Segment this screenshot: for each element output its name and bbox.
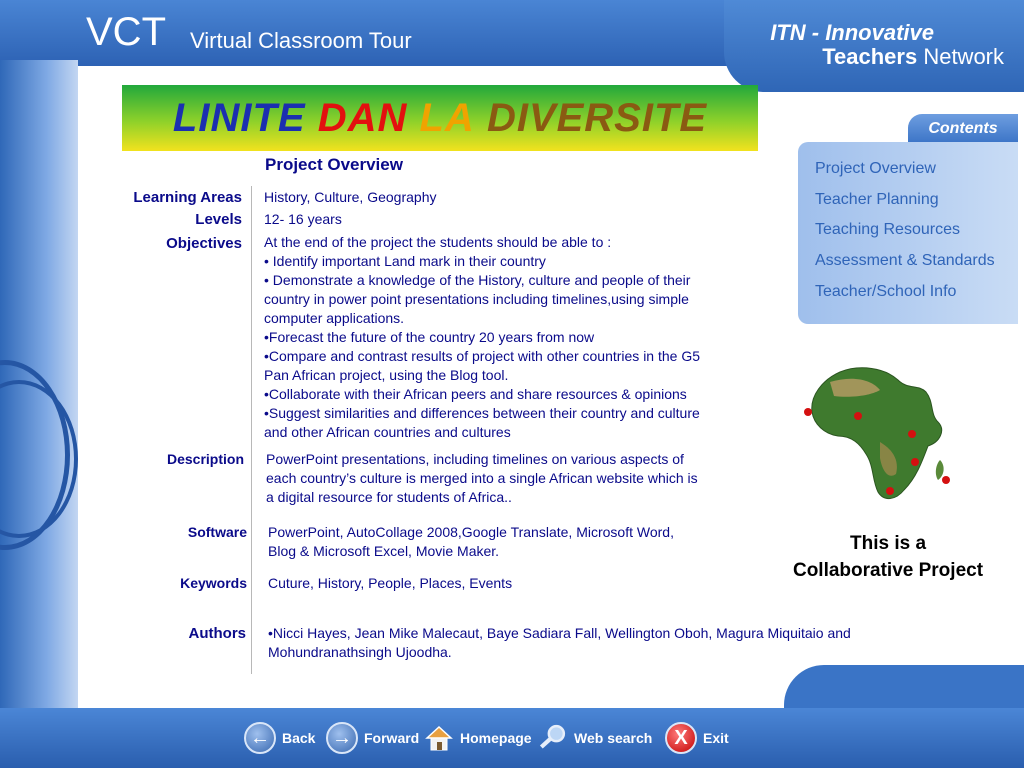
title-word-3: LA — [419, 95, 475, 140]
network-name-bold: Teachers — [822, 44, 918, 69]
africa-map-image — [800, 362, 960, 507]
value-levels: 12- 16 years — [264, 211, 342, 227]
value-authors — [268, 624, 968, 662]
home-icon — [424, 723, 454, 753]
value-software — [268, 523, 768, 561]
label-software: Software — [187, 524, 247, 540]
exit-button[interactable] — [665, 720, 729, 756]
project-title-banner — [122, 85, 758, 151]
objectives-line: •Suggest similarities and differences between their country and culture — [264, 405, 700, 421]
authors-line: •Nicci Hayes, Jean Mike Malecaut, Baye Sadiara Fall, Wellington Oboh, Magura Miquitaio and — [268, 625, 851, 641]
app-brand: VCT — [86, 10, 166, 54]
value-keywords: Cuture, History, People, Places, Events — [268, 575, 513, 591]
network-name-rest: Network — [917, 44, 1004, 69]
objectives-line: • Demonstrate a knowledge of the History, culture and people of their — [264, 272, 691, 288]
software-line: PowerPoint, AutoCollage 2008,Google Translate, Microsoft Word, — [268, 524, 674, 540]
arrow-right-icon: → — [326, 722, 358, 754]
network-name-line1: ITN - Innovative — [770, 20, 934, 45]
web-search-label: Web search — [574, 730, 653, 746]
label-learning-areas: Learning Areas — [133, 189, 242, 206]
value-learning-areas: History, Culture, Geography — [264, 189, 437, 205]
map-marker — [911, 458, 919, 466]
label-keywords: Keywords — [180, 575, 247, 591]
map-marker — [854, 412, 862, 420]
close-icon: X — [665, 722, 697, 754]
description-line: PowerPoint presentations, including timelines on various aspects of — [266, 451, 684, 467]
objectives-line: • Identify important Land mark in their country — [264, 253, 546, 269]
magnifier-icon — [538, 723, 568, 753]
exit-label: Exit — [703, 730, 729, 746]
left-decor-bar — [0, 60, 78, 710]
sidebar-item-teacher-school-info[interactable]: Teacher/School Info — [815, 283, 957, 300]
title-word-2: DAN — [317, 95, 408, 140]
back-button[interactable] — [244, 720, 315, 756]
collab-line1: This is a — [849, 533, 927, 554]
network-name-line2 — [822, 44, 1004, 70]
objectives-line: •Compare and contrast results of project with other countries in the G5 — [264, 348, 701, 364]
authors-line: Mohundranathsingh Ujoodha. — [268, 644, 452, 660]
title-word-1: LINITE — [172, 95, 306, 140]
sidebar-item-project-overview[interactable]: Project Overview — [815, 160, 936, 177]
map-marker — [804, 408, 812, 416]
collab-line2: Collaborative Project — [792, 560, 984, 581]
sidebar-item-teaching-resources[interactable]: Teaching Resources — [815, 221, 960, 238]
title-word-4: DIVERSITE — [486, 95, 708, 140]
homepage-label: Homepage — [460, 730, 532, 746]
label-description: Description — [166, 451, 244, 467]
sidebar-item-teacher-planning[interactable]: Teacher Planning — [815, 191, 939, 208]
label-objectives: Objectives — [166, 235, 242, 252]
objectives-line: Pan African project, using the Blog tool. — [264, 367, 509, 383]
homepage-button[interactable] — [424, 720, 532, 756]
description-line: a digital resource for students of Africa.. — [266, 489, 512, 505]
web-search-button[interactable] — [538, 720, 652, 756]
objectives-line: At the end of the project the students should be able to : — [264, 234, 612, 250]
collaborative-note — [768, 530, 1008, 584]
page-title: Project Overview — [265, 155, 403, 174]
swirl-decoration-inner — [0, 380, 78, 538]
column-divider — [251, 186, 252, 674]
description-line: each country’s culture is merged into a single African website which is — [266, 470, 698, 486]
map-marker — [908, 430, 916, 438]
objectives-line: •Collaborate with their African peers and share resources & opinions — [264, 386, 687, 402]
objectives-line: and other African countries and cultures — [264, 424, 511, 440]
contents-tab: Contents — [908, 114, 1018, 144]
forward-button[interactable] — [326, 720, 419, 756]
objectives-line: computer applications. — [264, 310, 405, 326]
map-marker — [886, 487, 894, 495]
forward-label: Forward — [364, 730, 420, 746]
value-description — [266, 450, 766, 507]
arrow-left-icon: ← — [244, 722, 276, 754]
map-marker — [942, 476, 950, 484]
label-authors: Authors — [188, 625, 246, 642]
objectives-line: country in power point presentations including timelines,using simple — [264, 291, 689, 307]
objectives-line: •Forecast the future of the country 20 years from now — [264, 329, 595, 345]
value-objectives — [264, 233, 764, 442]
app-subtitle: Virtual Classroom Tour — [190, 28, 412, 53]
software-line: Blog & Microsoft Excel, Movie Maker. — [268, 543, 500, 559]
label-levels: Levels — [195, 211, 242, 228]
sidebar-item-assessment-standards[interactable]: Assessment & Standards — [815, 252, 995, 269]
back-label: Back — [282, 730, 316, 746]
